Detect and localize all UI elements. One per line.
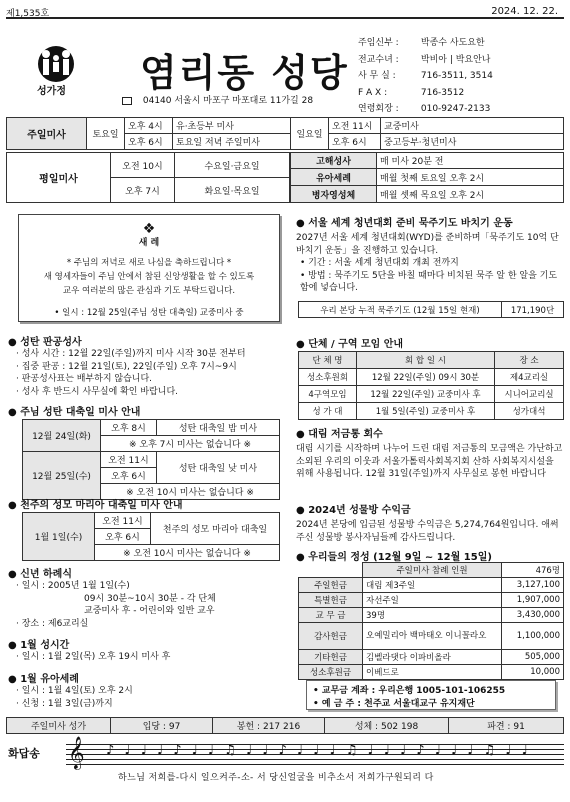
mary-mass-table — [22, 512, 280, 561]
sun-time: 오후 6시 — [329, 134, 381, 150]
section-title: ● 2024년 성물방 수익금 — [296, 505, 411, 516]
weekday-days: 화요일·목요일 — [175, 178, 290, 203]
sacrament-value: 매월 셋째 목요일 오후 2시 — [377, 186, 564, 203]
staff-list — [358, 35, 568, 118]
offering-label: 감사헌금 — [299, 623, 363, 650]
list-item: · 일시 : 2005년 1월 1일(수) — [16, 581, 130, 591]
offering-desc: 자선주일 — [363, 593, 502, 608]
list-item: · 장소 : 제6교리실 — [16, 618, 89, 629]
offering-label: 성소후원금 — [299, 665, 363, 680]
mass-schedule-table — [6, 117, 564, 150]
offering-amount: 10,000 — [502, 665, 564, 680]
sat-desc: 유·초등부 미사 — [173, 118, 291, 134]
list-item: · 판공성사표는 배부하지 않습니다. — [16, 374, 153, 384]
table-cell: 시니어교리실 — [495, 386, 564, 403]
hymn-entry: 입당 : 97 — [111, 718, 213, 734]
mass-desc: 성탄 대축일 밤 미사 — [157, 420, 280, 436]
offering-desc: 김벨라댓다 이파비올라 — [363, 650, 502, 665]
groups-table — [298, 351, 564, 420]
sacrament-label: 병자영성체 — [291, 186, 377, 203]
issue-number: 제1,535호 — [6, 9, 50, 19]
column-header: 회 합 일 시 — [357, 352, 495, 369]
newcomer-line: * 주님의 저녁로 새로 나심을 축하드립니다 * — [66, 258, 232, 268]
table-cell: 제4교리실 — [495, 369, 564, 386]
list-item: · 일시 : 1월 4일(토) 오후 2시 — [16, 686, 133, 696]
section-title: ● 성탄 판공성사 — [8, 337, 82, 348]
treble-clef-icon: 𝄞 — [68, 736, 85, 769]
address-text: 04140 서울시 마포구 마포대로 11가길 28 — [142, 96, 314, 106]
jan-confirmation-section — [8, 636, 288, 664]
mailbox-icon — [122, 97, 132, 105]
mass-note: ※ 오전 10시 미사는 없습니다 ※ — [101, 484, 280, 500]
rosary-total-label: 우리 본당 누적 묵주기도 (12월 15일 현재) — [299, 302, 502, 318]
section-title: ● 서울 세계 청년대회 준비 묵주기도 바치기 운동 — [296, 218, 513, 229]
list-item: · 성사 시간 : 12월 22일(주일)까지 미사 시작 30분 전부터 — [16, 349, 246, 359]
sacraments-table — [290, 152, 564, 203]
offering-desc: 대림 제3주일 — [363, 578, 502, 593]
account-box — [306, 680, 556, 710]
attendance-label: 주일미사 참례 인원 — [363, 563, 502, 578]
offering-label: 기타헌금 — [299, 650, 363, 665]
mass-time: 오전 11시 — [101, 452, 157, 468]
wyd-section — [296, 214, 564, 295]
savings-section — [296, 425, 564, 481]
hymn-title: 주일미사 성가 — [7, 718, 111, 734]
psalm-lyrics: 하느님 저희를-다시 일으켜주-소- 서 당신얼굴을 비추소서 저희가구원되리 다 — [118, 773, 434, 783]
mass-date: 12월 24일(화) — [23, 420, 101, 452]
table-cell: 성소후원회 — [299, 369, 357, 386]
weekday-time: 오후 7시 — [111, 178, 175, 203]
weekday-mass-title: 평일미사 — [7, 153, 111, 203]
table-cell: 성가대석 — [495, 403, 564, 420]
rosary-total-value: 171,190단 — [502, 302, 564, 318]
table-cell: 12월 22일(주일) 09시 30분 — [357, 369, 495, 386]
table-cell: 4구역모임 — [299, 386, 357, 403]
staff-row: 주임신부 : 박종수 사도요한 — [358, 38, 485, 48]
wyd-body: 2027년 서울 세계 청년대회(WYD)를 준비하며「묵주기도 10억 단 바치기 운동」을 진행하고 있습니다. — [296, 233, 559, 256]
list-item: · 일시 : 1월 2일(목) 오후 19시 미사 후 — [16, 652, 171, 662]
offering-label: 주일헌금 — [299, 578, 363, 593]
dove-icon: ❖ — [142, 221, 156, 237]
psalm-label: 화답송 — [8, 747, 40, 760]
mass-time: 오전 11시 — [95, 513, 151, 529]
savings-body: 대림 시기를 시작하며 나누어 드린 대림 저금통의 모금액은 가난하고 소외된 우리의 이웃과 서울가톨릭사회복지회 산하 사회복지시설을 위해 사용됩니다. 12월 31일(주일)까지 사무실로 봉헌 바랍니다 — [296, 444, 563, 479]
mass-time: 오후 8시 — [101, 420, 157, 436]
table-cell: 성 가 대 — [299, 403, 357, 420]
staff-row: 사 무 실 : 716-3511, 3514 — [358, 71, 493, 81]
list-item: · 성사 후 반드시 사무실에 확인 바랍니다. — [16, 386, 179, 397]
mass-date: 1월 1일(수) — [23, 513, 95, 561]
offering-amount: 1,907,000 — [502, 593, 564, 608]
mass-time: 오후 6시 — [95, 529, 151, 545]
list-item: • 기간 : 서울 세계 청년대회 개최 전까지 — [300, 258, 459, 268]
mass-desc: 천주의 성모 마리아 대축일 — [151, 513, 280, 545]
column-header: 단 체 명 — [299, 352, 357, 369]
section-title: ● 신년 하례식 — [8, 569, 73, 580]
list-item: • 방법 : 묵주기도 5단을 바칠 때마다 비치된 묵주 알 한 알을 기도함에 넣습니다. — [300, 270, 558, 293]
hymn-dismissal: 파견 : 91 — [449, 718, 564, 734]
sunday-label: 일요일 — [291, 118, 329, 150]
sat-time: 오후 4시 — [125, 118, 173, 134]
staff-row: 전교수녀 : 박비아 | 박요안나 — [358, 54, 491, 65]
list-item: · 신청 : 1월 3일(금)까지 — [16, 698, 113, 709]
newcomer-title: 새 레 — [138, 238, 160, 248]
sacrament-label: 고해성사 — [291, 153, 377, 169]
sun-desc: 중고등부·청년미사 — [381, 134, 564, 150]
list-item: · 집중 판공 : 12월 21일(토), 22일(주일) 오후 7시~9시 — [16, 361, 237, 372]
sacrament-value: 매월 첫째 토요일 오후 2시 — [377, 169, 564, 186]
table-cell: 1월 5일(주일) 교중미사 후 — [357, 403, 495, 420]
christmas-sale-section — [8, 333, 288, 398]
offering-amount: 3,127,100 — [502, 578, 564, 593]
section-title: ● 1월 유아세례 — [8, 674, 79, 685]
offerings-title: ● 우리들의 정성 (12월 9일 ~ 12월 15일) — [296, 552, 492, 563]
mass-desc: 성탄 대축일 낮 미사 — [157, 452, 280, 484]
hymn-bar — [6, 717, 564, 734]
mass-date: 12월 25일(수) — [23, 452, 101, 500]
offerings-table — [298, 562, 564, 680]
staff-row: F A X : 716-3512 — [358, 87, 465, 98]
sun-desc: 교중미사 — [381, 118, 564, 134]
column-header: 장 소 — [495, 352, 564, 369]
table-cell: 12월 22일(주일) 교중미사 후 — [357, 386, 495, 403]
sat-time: 오후 6시 — [125, 134, 173, 150]
offering-desc: 39명 — [363, 608, 502, 623]
header-rule — [6, 17, 564, 19]
bible-income-body: 2024년 본당에 입금된 성물방 수익금은 5,274,764원입니다. 애써주신 성물방 봉사자님들께 감사드립니다. — [296, 520, 559, 543]
newcomer-box — [18, 214, 280, 322]
list-item: 09시 30분~10시 30분 - 각 단체 — [84, 593, 216, 604]
sacrament-label: 유아세례 — [291, 169, 377, 186]
newcomer-line: 교우 여러분의 많은 관심과 기도 부탁드립니다. — [62, 286, 236, 296]
hymn-communion: 성체 : 502 198 — [325, 718, 449, 734]
offering-amount: 505,000 — [502, 650, 564, 665]
music-notes-icon: ♪ ♩ ♩ ♩ ♪ ♩ ♩ ♫ ♩ ♩ ♪ ♩ ♩ ♩ ♫ ♩ ♩ ♩ ♪ ♩ ♩ ♩ ♫ ♩ ♩ — [106, 743, 531, 758]
mary-mass-title: ● 천주의 성모 마리아 대축일 미사 안내 — [8, 500, 183, 511]
list-item: 교중미사 후 - 어린이와 일반 교우 — [84, 606, 215, 616]
weekday-mass-table — [6, 152, 290, 203]
christmas-mass-table — [22, 419, 280, 500]
offering-amount: 3,430,000 — [502, 608, 564, 623]
psalm-staff — [66, 736, 564, 769]
newcomer-line: 새 영세자들이 주님 안에서 참된 신앙생활을 할 수 있도록 — [43, 272, 255, 282]
christmas-mass-title: ● 주님 성탄 대축일 미사 안내 — [8, 407, 141, 418]
address-line — [122, 93, 313, 106]
offering-amount: 1,100,000 — [502, 623, 564, 650]
newcomer-footer: • 일시 : 12월 25일(주님 성탄 대축일) 교중미사 중 — [54, 308, 244, 318]
new-year-section — [8, 565, 288, 630]
saturday-label: 토요일 — [87, 118, 125, 150]
rosary-total-table — [298, 301, 564, 318]
staff-row: 연령회장 : 010-9247-2133 — [358, 104, 491, 114]
section-title: ● 1월 성시간 — [8, 640, 70, 651]
weekday-time: 오전 10시 — [111, 153, 175, 178]
mass-note: ※ 오후 7시 미사는 없습니다 ※ — [101, 436, 280, 452]
sat-desc: 토요일 저녁 주일미사 — [173, 134, 291, 150]
section-title: ● 대림 저금통 회수 — [296, 429, 383, 440]
attendance-value: 476명 — [502, 563, 564, 578]
mass-time: 오후 6시 — [101, 468, 157, 484]
bible-income-section — [296, 501, 564, 544]
groups-title: ● 단체 / 구역 모임 안내 — [296, 339, 404, 350]
account-line: • 교무금 계좌 : 우리은행 1005-101-106255 — [313, 686, 506, 696]
mass-note: ※ 오전 10시 미사는 없습니다 ※ — [95, 545, 280, 561]
jan-baptism-section — [8, 670, 288, 710]
sacrament-value: 매 미사 20분 전 — [377, 153, 564, 169]
weekday-days: 수요일·금요일 — [175, 153, 290, 178]
sunday-mass-title: 주일미사 — [7, 118, 87, 150]
hymn-offertory: 봉헌 : 217 216 — [213, 718, 325, 734]
sun-time: 오전 11시 — [329, 118, 381, 134]
offering-desc: 이베드로 — [363, 665, 502, 680]
issue-date: 2024. 12. 22. — [491, 6, 558, 17]
offering-desc: 오예밀리아 백마태오 이니꼴라오 — [363, 623, 502, 650]
logo-caption: 성가정 — [37, 86, 66, 97]
holder-line: • 예 금 주 : 천주교 서울대교구 유지재단 — [313, 699, 475, 709]
offering-label: 특별헌금 — [299, 593, 363, 608]
offering-label: 교 무 금 — [299, 608, 363, 623]
church-name: 염리동 성당 — [140, 51, 349, 95]
